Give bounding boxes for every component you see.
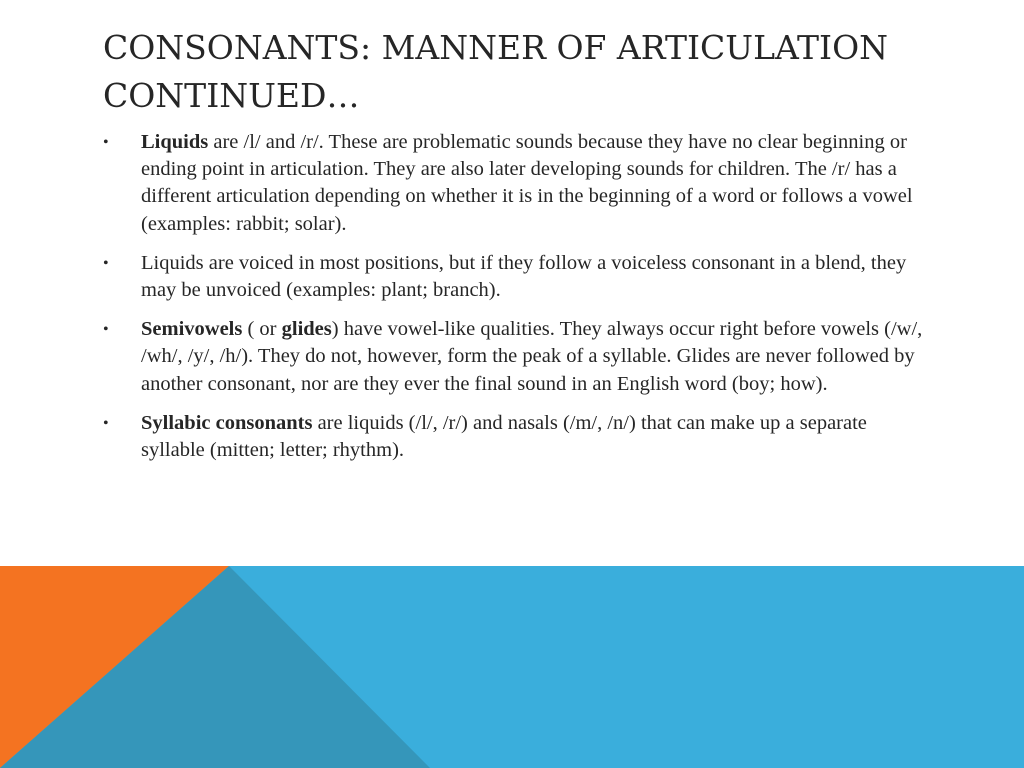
bullet-item bbox=[103, 250, 933, 304]
bullet-marker: • bbox=[103, 414, 109, 432]
bullet-item bbox=[103, 316, 933, 398]
bullet-term: Semivowels bbox=[141, 318, 243, 341]
bullet-term: Syllabic consonants bbox=[141, 411, 313, 434]
bullet-marker: • bbox=[103, 134, 109, 151]
slide-title: CONSONANTS: MANNER OF ARTICULATION CONTINUED… bbox=[103, 28, 889, 115]
bullet-text: ( or bbox=[242, 318, 282, 341]
bullet-term: glides bbox=[281, 318, 332, 341]
bullet-text: are /l/ and /r/. These are problematic sounds because they have no clear beginning or ending point in articulation. They are also later developing sounds for children. The /r/ has a different articulation depending on whether it is in the beginning of a word or follows a vowel (examples: rabbit; solar). bbox=[141, 131, 913, 235]
bullet-list bbox=[103, 129, 933, 476]
bullet-marker: • bbox=[103, 254, 109, 272]
bullet-item bbox=[103, 410, 933, 464]
bullet-term: Liquids bbox=[141, 131, 209, 153]
bullet-marker: • bbox=[103, 321, 109, 339]
bullet-text: are liquids (/l/, /r/) and nasals (/m/, /n/) that can make up a separate syllable (mitten; letter; rhythm). bbox=[141, 411, 867, 462]
decorative-footer-band bbox=[0, 566, 1024, 768]
bullet-text: ) have vowel-like qualities. They always occur right before vowels (/w/, /wh/, /y/, /h/). They do not, however, form the peak of a syllable. Glides are never followed by another consonant, nor are they ever the final sound in an English word (boy; how). bbox=[141, 318, 923, 395]
bullet-item bbox=[103, 129, 933, 238]
bullet-text: Liquids are voiced in most positions, but if they follow a voiceless consonant in a blend, they may be unvoiced (examples: plant; branch). bbox=[141, 251, 907, 302]
